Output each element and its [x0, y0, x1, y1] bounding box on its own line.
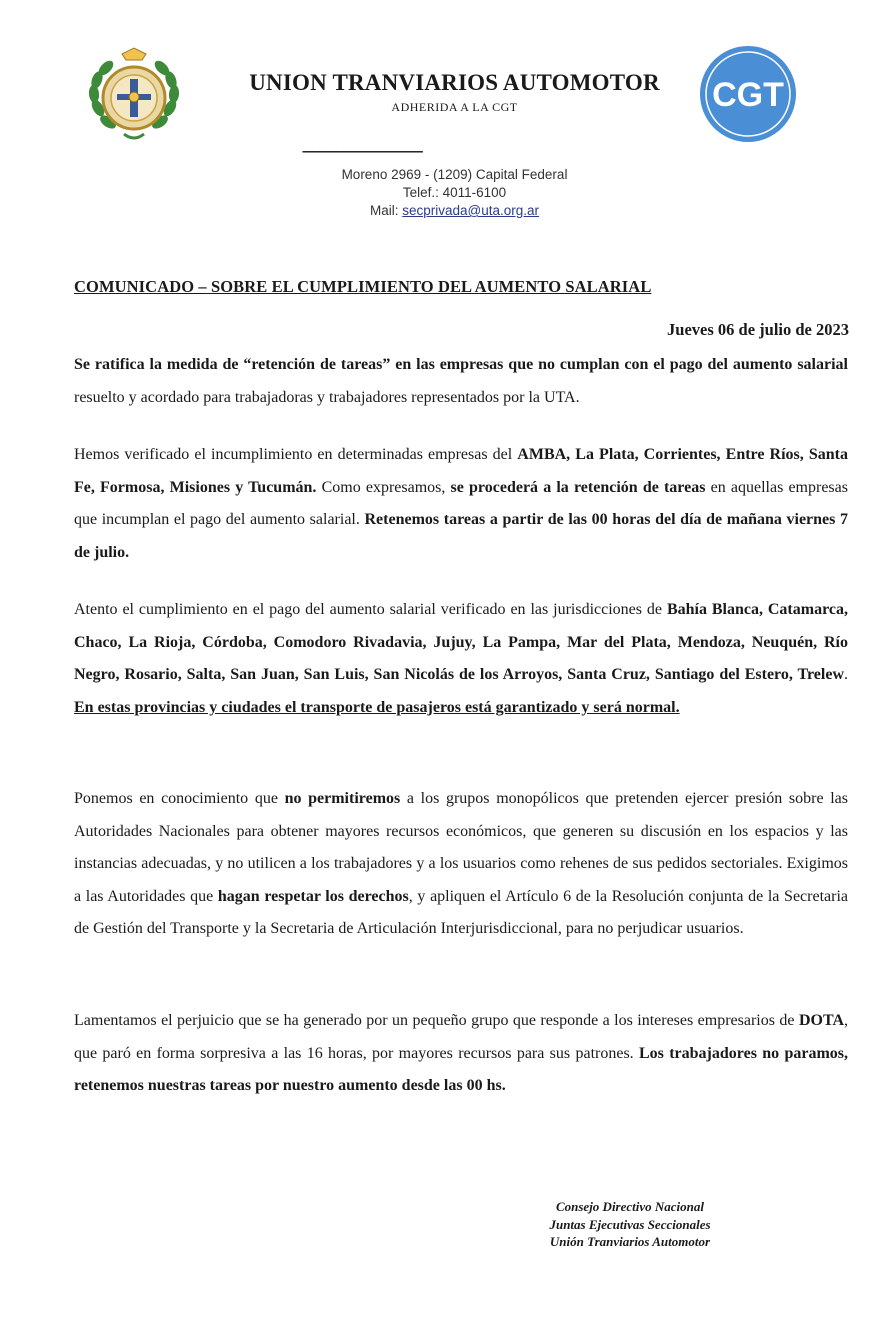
paragraph-3: Atento el cumplimiento en el pago del aumento salarial verificado en las jurisdicciones de Bahía Blanca, Catamarca, Chaco, La Rioja, Córdoba, Comodoro Rivadavia, Jujuy, La Pampa, Mar del Plata, Mendoza, Neuquén, Río Negro, Rosario, Salta, San Juan, San Luis, San Nicolás de los Arroyos, Santa Cruz, Santiago del Estero, Trelew. En estas provincias y ciudades el transporte de pasajeros está garantizado y será normal. [74, 601, 849, 716]
signature-line-1: Consejo Directivo Nacional [555, 1199, 705, 1214]
address-line: Moreno 2969 - (1209) Capital Federal [341, 167, 568, 182]
paragraph-1: Se ratifica la medida de “retención de tareas” en las empresas que no cumplan con el pago del aumento salarial resuelto y acordado para trabajadoras y trabajadores representados por la UTA. [74, 356, 848, 406]
document-date: Jueves 06 de julio de 2023 [667, 320, 849, 339]
signature-block [510, 1198, 750, 1251]
mail-line [0, 203, 887, 218]
phone-line: Telef.: 4011-6100 [402, 185, 507, 200]
organization-affiliation: ADHERIDA A LA CGT [391, 100, 518, 114]
paragraph-2: Hemos verificado el incumplimiento en determinadas empresas del AMBA, La Plata, Corrientes, Entre Ríos, Santa Fe, Formosa, Misiones y Tucumán. Como expresamos, se procederá a la retención de tareas en aquellas empresas que incumplan el pago del aumento salarial. Retenemos tareas a partir de las 00 horas del día de mañana viernes 7 de julio. [74, 446, 848, 561]
svg-text:CGT: CGT [712, 76, 784, 114]
signature-line-3: Unión Tranviarios Automotor [549, 1234, 711, 1249]
mail-label: Mail: [369, 203, 399, 218]
signature-line-2: Juntas Ejecutivas Seccionales [549, 1216, 711, 1232]
header-separator: -------------------------------------------------- [302, 145, 422, 157]
paragraph-5: Lamentamos el perjuicio que se ha generado por un pequeño grupo que responde a los intereses empresarios de DOTA, que paró en forma sorpresiva a las 16 horas, por mayores recursos para sus patrones. Los trabajadores no paramos, retenemos nuestras tareas por nuestro aumento desde las 00 hs. [74, 1012, 849, 1094]
document-headline: COMUNICADO – SOBRE EL CUMPLIMIENTO DEL AUMENTO SALARIAL [74, 277, 652, 296]
uta-emblem-logo [84, 46, 184, 146]
mail-link[interactable]: secprivada@uta.org.ar [402, 203, 540, 218]
organization-name: UNION TRANVIARIOS AUTOMOTOR [249, 70, 660, 95]
paragraph-4: Ponemos en conocimiento que no permitiremos a los grupos monopólicos que pretenden ejercer presión sobre las Autoridades Nacionales para obtener mayores recursos económicos, que generen su discusión en los espacios y las instancias adecuadas, y no utilicen a los trabajadores y a los usuarios como rehenes de sus pedidos sectoriales. Exigimos a las Autoridades que hagan respetar los derechos, y apliquen el Artículo 6 de la Resolución conjunta de la Secretaria de Gestión del Transporte y la Secretaria de Articulación Interjurisdiccional, para no perjudicar usuarios. [74, 790, 849, 937]
